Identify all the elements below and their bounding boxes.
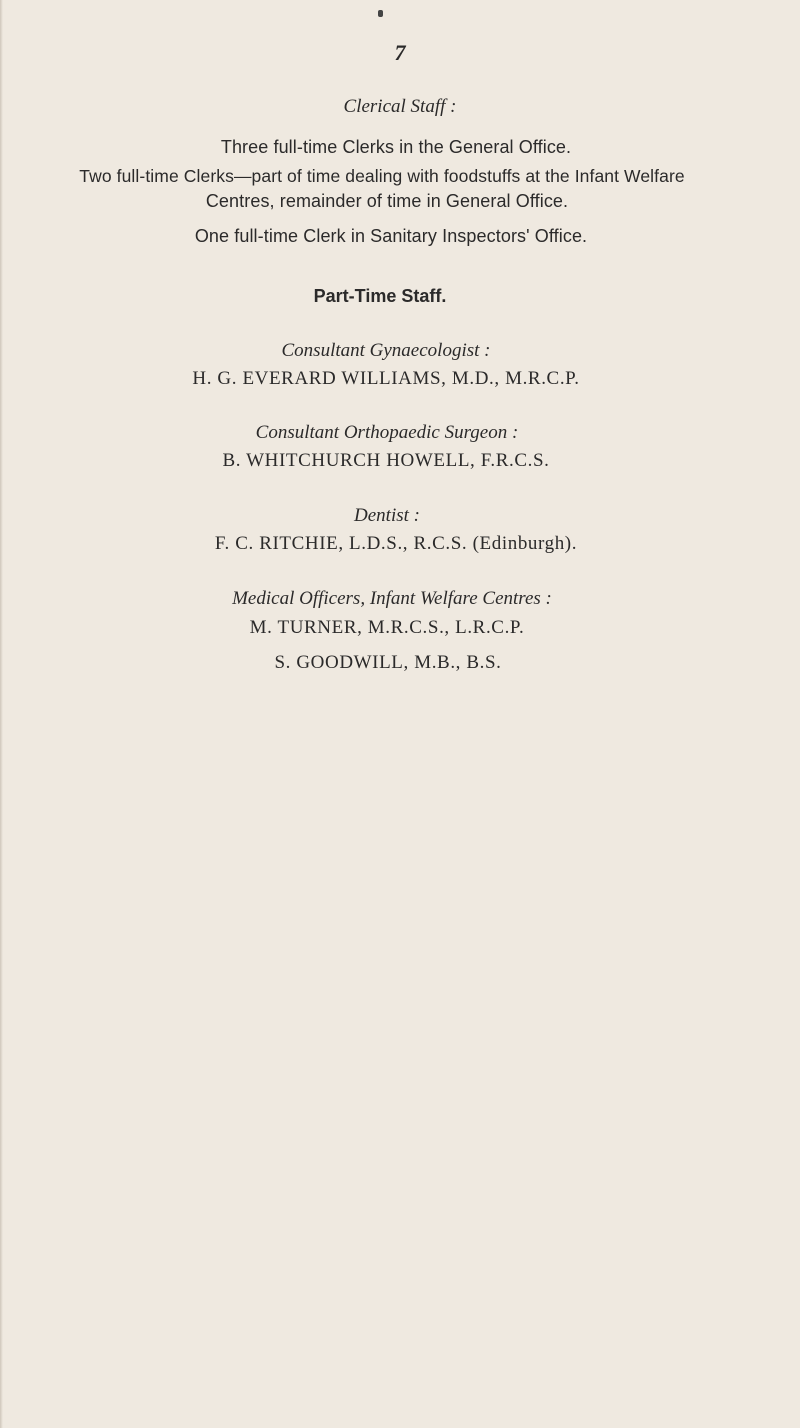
clerical-line-1: Three full-time Clerks in the General Office. [220,137,572,157]
part-time-staff-heading: Part-Time Staff. [313,286,447,306]
page-number: 7 [394,40,406,65]
page-edge-shadow [0,0,3,1428]
orthopaedic-name: B. WHITCHURCH HOWELL, F.R.C.S. [222,450,550,471]
clerical-line-2b: Centres, remainder of time in General Office. [205,191,569,211]
gynaecologist-name: H. G. EVERARD WILLIAMS, M.D., M.R.C.P. [192,368,580,389]
dentist-heading: Dentist : [354,505,420,526]
medical-officer-2-name: S. GOODWILL, M.B., B.S. [274,652,502,673]
medical-officers-heading: Medical Officers, Infant Welfare Centres : [232,588,552,609]
dentist-name: F. C. RITCHIE, L.D.S., R.C.S. (Edinburgh). [214,533,578,554]
clerical-staff-heading: Clerical Staff : [343,96,457,117]
orthopaedic-heading: Consultant Orthopaedic Surgeon : [255,422,519,443]
gynaecologist-heading: Consultant Gynaecologist : [281,340,491,361]
clerical-line-2a: Two full-time Clerks—part of time dealing with foodstuffs at the Infant Welfare [79,166,685,186]
clerical-line-3: One full-time Clerk in Sanitary Inspectors' Office. [194,226,588,246]
print-mark [378,10,383,17]
medical-officer-1-name: M. TURNER, M.R.C.S., L.R.C.P. [249,617,525,638]
